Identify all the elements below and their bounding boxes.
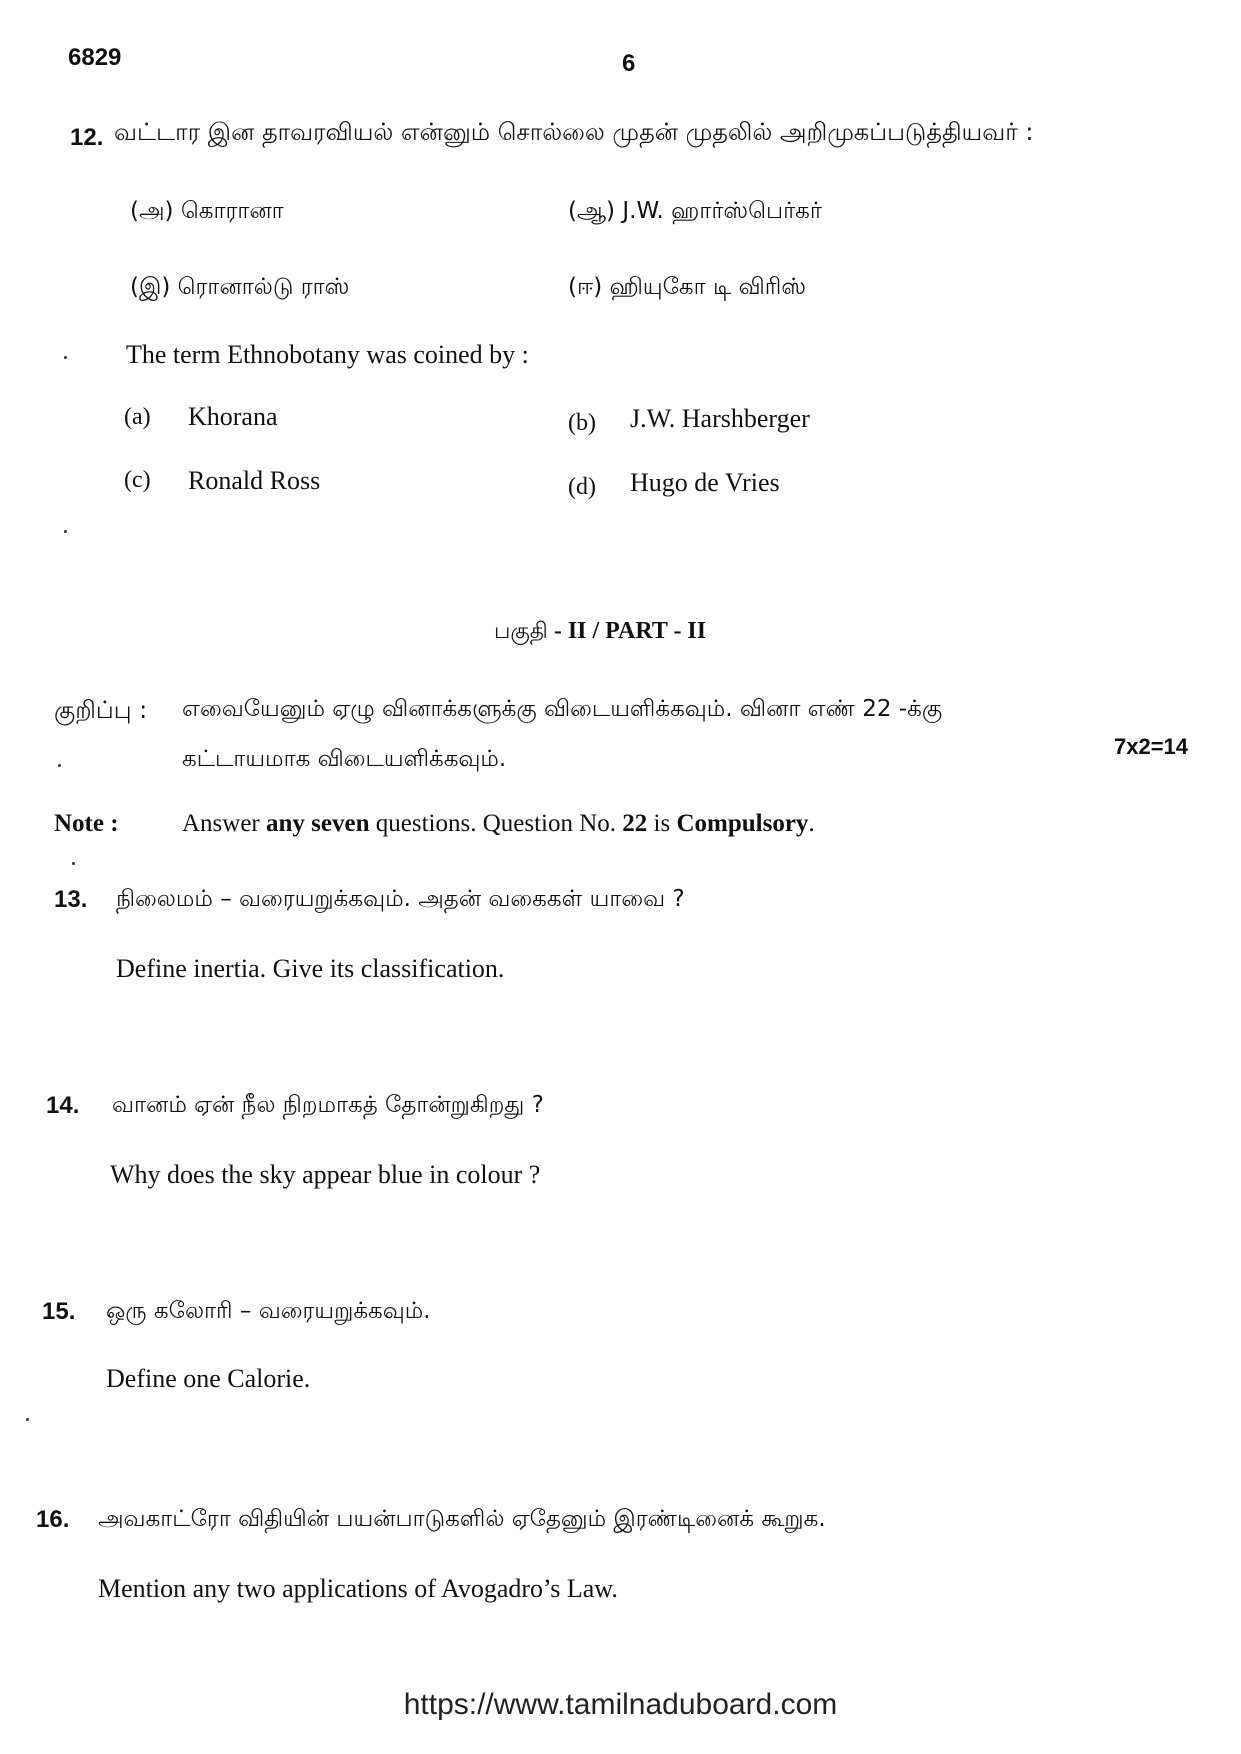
page-number: 6 [622, 50, 636, 77]
question-text-tamil: வட்டார இன தாவரவியல் என்னும் சொல்லை முதன் முதலில் அறிமுகப்படுத்தியவர் : [114, 118, 1034, 146]
question-text-english: Define inertia. Give its classification. [116, 954, 505, 983]
note-text-bold: Compulsory [676, 810, 809, 837]
note-text [182, 810, 815, 838]
question-text-english: Define one Calorie. [106, 1364, 311, 1393]
note-text-bold: 22 [622, 810, 648, 837]
option-tamil [568, 198, 822, 227]
option-tamil [130, 198, 284, 227]
note-label: Note : [54, 810, 119, 837]
option-text: Khorana [188, 402, 278, 431]
note-text-bold: any seven [266, 810, 370, 837]
note-text-tamil-line2: கட்டாயமாக விடையளிக்கவும். [182, 746, 507, 772]
question-text-english: The term Ethnobotany was coined by : [126, 340, 529, 369]
scan-speck [26, 1418, 29, 1421]
option-letter: (அ) [130, 198, 174, 224]
note-text-part: is [647, 810, 677, 837]
option-letter: (ஆ) [568, 198, 616, 224]
option-letter: (b) [568, 410, 596, 436]
option-text: ரொனால்டு ராஸ் [177, 274, 350, 300]
section-heading-tamil: பகுதி [494, 619, 548, 644]
option-text: Hugo de Vries [630, 468, 780, 497]
question-number: 14. [46, 1092, 80, 1119]
option-text: கொரானா [180, 198, 284, 224]
section-heading [494, 618, 706, 647]
question-number: 16. [36, 1506, 70, 1533]
option-text: ஹியுகோ டி விரிஸ் [609, 274, 806, 300]
section-heading-rest: - II / PART - II [547, 618, 707, 644]
question-text-tamil: நிலைமம் – வரையறுக்கவும். அதன் வகைகள் யாவை ? [116, 886, 685, 912]
option-text: J.W. ஹார்ஸ்பெர்கர் [622, 198, 822, 224]
option-letter: (a) [124, 404, 151, 430]
question-text-tamil: வானம் ஏன் நீல நிறமாகத் தோன்றுகிறது ? [112, 1092, 544, 1118]
option-tamil [130, 274, 349, 303]
paper-code: 6829 [68, 44, 122, 71]
question-text-tamil: ஒரு கலோரி – வரையறுக்கவும். [106, 1298, 431, 1324]
question-text-tamil: அவகாட்ரோ விதியின் பயன்பாடுகளில் ஏதேனும் இரண்டினைக் கூறுக. [98, 1506, 826, 1532]
option-letter: (இ) [130, 274, 171, 300]
scan-speck [58, 764, 61, 767]
option-text: J.W. Harshberger [630, 404, 810, 433]
scan-speck [64, 356, 67, 359]
scan-speck [64, 530, 67, 533]
question-text-english: Mention any two applications of Avogadro’s Law. [98, 1574, 618, 1603]
question-text-english: Why does the sky appear blue in colour ? [110, 1160, 541, 1189]
note-label-tamil: குறிப்பு : [54, 696, 148, 724]
question-number: 13. [54, 886, 88, 913]
marks-allocation: 7x2=14 [1114, 734, 1189, 759]
option-letter: (c) [124, 467, 151, 493]
option-text: Ronald Ross [188, 466, 321, 495]
scan-speck [72, 862, 75, 865]
option-letter: (ஈ) [568, 274, 603, 300]
question-number: 12. [70, 124, 104, 151]
option-letter: (d) [568, 474, 596, 500]
note-text-part: . [808, 810, 815, 837]
question-number: 15. [42, 1298, 76, 1325]
note-text-part: Answer [182, 810, 267, 837]
note-text-tamil: எவையேனும் ஏழு வினாக்களுக்கு விடையளிக்கவும். வினா எண் 22 -க்கு [182, 696, 943, 722]
option-tamil [568, 274, 806, 303]
note-text-part: questions. Question No. [369, 810, 623, 837]
footer-url: https://www.tamilnaduboard.com [403, 1688, 838, 1721]
